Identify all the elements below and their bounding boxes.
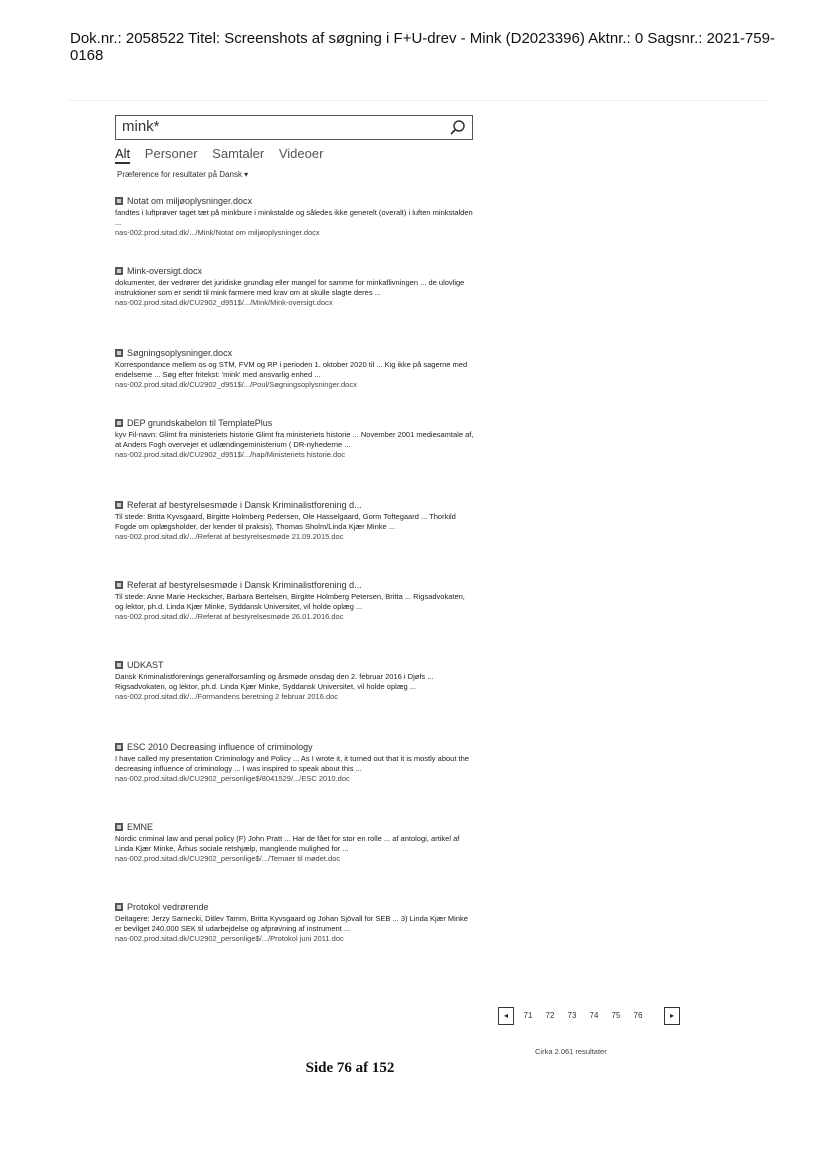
result-url: nas-002.prod.sitad.dk/CU2902_d951$/.../hap/Ministeriets historie.doc <box>115 450 346 459</box>
word-doc-icon <box>115 903 123 911</box>
result-title-text[interactable]: DEP grundskabelon til TemplatePlus <box>127 418 273 428</box>
result-snippet: fandtes i luftprøver taget tæt på minkbure i minkstalde og således ikke generelt (overalt) i luften minkstalden ... <box>115 208 473 227</box>
result-snippet: Nordic criminal law and penal policy (F) John Pratt ... Har de fået for stor en rolle ... af antologi, artikel af Linda Kjær Minke, Århus sociale retshjælp, manglende mulighed for ... <box>115 834 460 853</box>
result-url: nas-002.prod.sitad.dk/.../Referat af bestyrelsesmøde 21.09.2015.doc <box>115 532 344 541</box>
result-title[interactable] <box>115 266 475 277</box>
word-doc-icon <box>115 197 123 205</box>
result-title[interactable] <box>115 418 475 429</box>
result-item <box>115 902 475 944</box>
result-snippet: Til stede: Anne Marie Heckscher, Barbara Bertelsen, Birgitte Holmberg Petersen, Britta ... Rigsadvokaten, og lektor, ph.d. Linda Kjær Minke, Syddansk Universitet, vil holde oplæg ... <box>115 592 465 611</box>
word-doc-icon <box>115 661 123 669</box>
result-url: nas-002.prod.sitad.dk/CU2902_personlige$/.../Protokol juni 2011.doc <box>115 934 344 943</box>
next-page-button[interactable]: ▸ <box>664 1007 680 1025</box>
page-link[interactable]: 73 <box>567 1011 577 1020</box>
result-snippet: Deltagere: Jerzy Sarnecki, Ditlev Tamm, Britta Kyvsgaard og Johan Sjövall for SEB ... 3) Linda Kjær Minke er bevilget 240.000 SEK til udarbejdelse og afprøvning af instrument ... <box>115 914 468 933</box>
result-item <box>115 742 475 784</box>
page-link[interactable]: 74 <box>589 1011 599 1020</box>
result-item <box>115 500 475 542</box>
word-doc-icon <box>115 823 123 831</box>
result-url: nas-002.prod.sitad.dk/CU2902_personlige$/.../Temaer til mødet.doc <box>115 854 341 863</box>
word-doc-icon <box>115 349 123 357</box>
result-url: nas-002.prod.sitad.dk/CU2902_d951$/.../Poul/Søgningsoplysninger.docx <box>115 380 357 389</box>
word-doc-icon <box>115 267 123 275</box>
result-title-text[interactable]: Mink-oversigt.docx <box>127 266 203 276</box>
result-count: Cirka 2.061 resultater <box>535 1047 607 1056</box>
result-url: nas-002.prod.sitad.dk/.../Referat af bestyrelsesmøde 26.01.2016.doc <box>115 612 344 621</box>
result-item <box>115 660 475 702</box>
page-link[interactable]: 71 <box>523 1011 533 1020</box>
search-icon[interactable] <box>449 119 467 137</box>
document-header: Dok.nr.: 2058522 Titel: Screenshots af søgning i F+U-drev - Mink (D2023396) Aktnr.: 0 Sagsnr.: 2021-759-0168 <box>70 30 775 64</box>
word-doc-icon <box>115 501 123 509</box>
prev-page-button[interactable]: ◂ <box>498 1007 514 1025</box>
page-link[interactable]: 75 <box>611 1011 621 1020</box>
page-link[interactable]: 72 <box>545 1011 555 1020</box>
result-title-text[interactable]: Protokol vedrørende <box>127 902 209 912</box>
page-link-current[interactable]: 76 <box>633 1011 643 1020</box>
result-title-text[interactable]: Søgningsoplysninger.docx <box>127 348 233 358</box>
result-title[interactable] <box>115 660 475 671</box>
result-url: nas-002.prod.sitad.dk/.../Mink/Notat om miljøoplysninger.docx <box>115 228 320 237</box>
result-title[interactable] <box>115 902 475 913</box>
result-snippet: dokumenter, der vedrører det juridiske grundlag eller mangel for samme for minkaflivningen ... de ulovlige instruktioner som er sendt til mink farmere med krav om at skulle slagte deres ... <box>115 278 465 297</box>
result-title-text[interactable]: EMNE <box>127 822 154 832</box>
language-preference[interactable]: Præference for resultater på Dansk ▾ <box>117 170 249 179</box>
page-footer: Side 76 af 152 <box>305 1060 395 1076</box>
result-title-text[interactable]: Notat om miljøoplysninger.docx <box>127 196 253 206</box>
tab-alt[interactable]: Alt <box>115 146 130 164</box>
search-box[interactable] <box>115 115 473 140</box>
result-url: nas-002.prod.sitad.dk/CU2902_personlige$/8041529/.../ESC 2010.doc <box>115 774 350 783</box>
result-snippet: kyv Fil-navn: Glimt fra ministeriets historie Glimt fra ministeriets historie ... November 2001 mediesamtale af, at Anders Fogh overvejer et udlændingeministerium ( DR-nyhederne ... <box>115 430 474 449</box>
tab-personer[interactable]: Personer <box>144 146 198 161</box>
result-snippet: Til stede: Britta Kyvsgaard, Birgitte Holmberg Pedersen, Ole Hasselgaard, Gorm Toftegaard ... Thorkild Fogde om oplægsholder, der kender til praksis), Thomas Sholm/Linda Kjær Minke ... <box>115 512 456 531</box>
result-title[interactable] <box>115 348 475 359</box>
word-doc-icon <box>115 581 123 589</box>
result-title[interactable] <box>115 742 475 753</box>
word-doc-icon <box>115 419 123 427</box>
page-divider <box>68 100 768 101</box>
result-title[interactable] <box>115 500 475 511</box>
result-title-text[interactable]: Referat af bestyrelsesmøde i Dansk Kriminalistforening d... <box>127 500 362 510</box>
word-doc-icon <box>115 743 123 751</box>
tab-videoer[interactable]: Videoer <box>278 146 324 161</box>
search-input[interactable]: mink* <box>122 118 160 135</box>
result-title[interactable] <box>115 822 475 833</box>
result-snippet: Korrespondance mellem os og STM, FVM og RP i perioden 1. oktober 2020 til ... Kig ikke på sagerne med endelserne ... Søg efter fritekst: 'mink' med ansvarlig enhed ... <box>115 360 468 379</box>
result-title[interactable] <box>115 580 475 591</box>
result-item <box>115 418 475 460</box>
result-item <box>115 266 475 308</box>
search-tabs <box>115 146 334 164</box>
result-snippet: Dansk Kriminalistforenings generalforsamling og årsmøde onsdag den 2. februar 2016 i Djøfs ... Rigsadvokaten, og lektor, ph.d. Linda Kjær Minke, Syddansk Universitet, vil holde oplæg ... <box>115 672 434 691</box>
tab-samtaler[interactable]: Samtaler <box>212 146 265 161</box>
result-item <box>115 196 475 238</box>
result-url: nas-002.prod.sitad.dk/CU2902_d951$/.../Mink/Mink-oversigt.docx <box>115 298 333 307</box>
result-title-text[interactable]: ESC 2010 Decreasing influence of criminology <box>127 742 313 752</box>
result-item <box>115 822 475 864</box>
result-snippet: I have called my presentation Criminology and Policy ... As I wrote it, it turned out that it is mostly about the decreasing influence of criminology ... I was inspired to speak about this ... <box>115 754 469 773</box>
result-title[interactable] <box>115 196 475 207</box>
result-url: nas-002.prod.sitad.dk/.../Formandens beretning 2 februar 2016.doc <box>115 692 339 701</box>
result-title-text[interactable]: UDKAST <box>127 660 164 670</box>
result-title-text[interactable]: Referat af bestyrelsesmøde i Dansk Kriminalistforening d... <box>127 580 362 590</box>
result-item <box>115 348 475 390</box>
result-item <box>115 580 475 622</box>
